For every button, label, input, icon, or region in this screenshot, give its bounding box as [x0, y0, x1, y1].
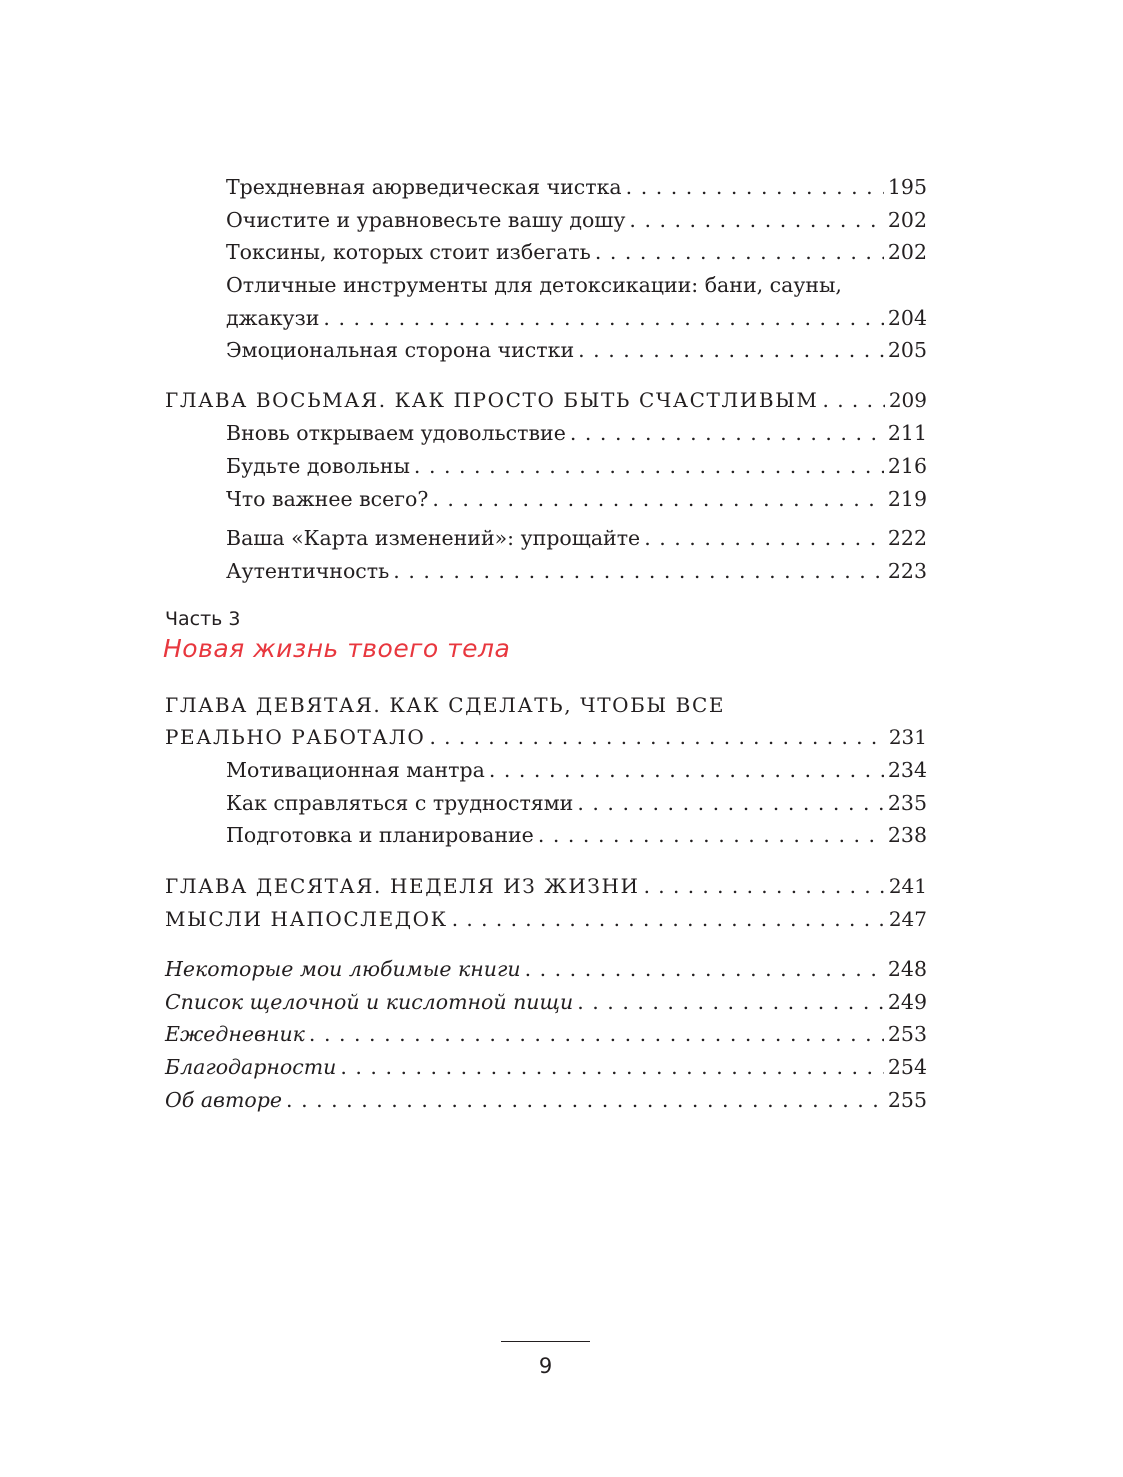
toc-entry-page: 202	[887, 240, 927, 264]
dot-leader	[286, 1085, 884, 1115]
dot-leader	[577, 987, 884, 1017]
toc-entry[interactable]	[226, 335, 927, 365]
toc-entry-page: 195	[887, 175, 927, 199]
page-number: 9	[538, 1354, 553, 1378]
toc-entry[interactable]	[226, 418, 927, 448]
toc-entry-page: 223	[887, 559, 927, 583]
toc-appendix[interactable]	[165, 1052, 927, 1082]
toc-entry-page: 219	[887, 487, 927, 511]
toc-entry-page: 202	[887, 208, 927, 232]
toc-entry-page: 234	[887, 758, 927, 782]
toc-chapter-title: ГЛАВА ДЕСЯТАЯ. НЕДЕЛЯ ИЗ ЖИЗНИ	[165, 874, 640, 898]
toc-entry-title: Вновь открываем удовольствие	[226, 421, 566, 445]
dot-leader	[578, 335, 884, 365]
toc-appendix-title: Благодарности	[165, 1055, 337, 1079]
toc-entry[interactable]	[226, 820, 927, 850]
dot-leader	[595, 237, 884, 267]
toc-entry[interactable]	[226, 205, 927, 235]
toc-entry[interactable]	[226, 237, 927, 267]
dot-leader	[570, 418, 884, 448]
toc-chapter-page: 247	[888, 907, 927, 931]
toc-entry-page: 235	[887, 791, 927, 815]
toc-chapter-title: МЫСЛИ НАПОСЛЕДОК	[165, 907, 448, 931]
toc-entry-page: 205	[887, 338, 927, 362]
dot-leader	[822, 385, 884, 415]
toc-entry-title: Токсины, которых стоит избегать	[226, 240, 591, 264]
toc-entry[interactable]	[226, 788, 927, 818]
toc-appendix[interactable]	[165, 1085, 927, 1115]
toc-entry-title: Эмоциональная сторона чистки	[226, 338, 575, 362]
toc-entry-title: Очистите и уравновесьте вашу дошу	[226, 208, 626, 232]
dot-leader	[432, 484, 884, 514]
dot-leader	[489, 755, 884, 785]
dot-leader	[309, 1019, 884, 1049]
toc-appendix-page: 255	[887, 1088, 927, 1112]
part-title[interactable]: Новая жизнь твоего тела	[163, 634, 511, 663]
toc-entry-page: 204	[887, 306, 927, 330]
toc-appendix-title: Список щелочной и кислотной пищи	[165, 990, 574, 1014]
toc-entry-page: 216	[887, 454, 927, 478]
toc-appendix-page: 249	[887, 990, 927, 1014]
toc-entry[interactable]	[226, 451, 927, 481]
toc-entry-title: Ваша «Карта изменений»: упрощайте	[226, 526, 641, 550]
toc-entry[interactable]	[226, 523, 927, 553]
toc-appendix-title: Ежедневник	[165, 1022, 305, 1046]
dot-leader	[538, 820, 884, 850]
toc-entry-title-line: Отличные инструменты для детоксикации: бани, сауны,	[226, 273, 842, 297]
toc-entry[interactable]	[226, 303, 927, 333]
part-label: Часть 3	[165, 608, 241, 630]
dot-leader	[626, 172, 884, 202]
toc-entry-title: Мотивационная мантра	[226, 758, 485, 782]
footer-rule	[501, 1341, 590, 1342]
toc-entry-title: Аутентичность	[226, 559, 390, 583]
toc-appendix-page: 248	[887, 957, 927, 981]
toc-entry-page: 222	[887, 526, 927, 550]
toc-entry-title: Трехдневная аюрведическая чистка	[226, 175, 622, 199]
dot-leader	[340, 1052, 884, 1082]
toc-entry[interactable]	[226, 556, 927, 586]
toc-appendix-page: 254	[887, 1055, 927, 1079]
toc-chapter-page: 231	[888, 725, 927, 749]
dot-leader	[393, 556, 884, 586]
toc-appendix[interactable]	[165, 1019, 927, 1049]
toc-chapter-title-line: ГЛАВА ДЕВЯТАЯ. КАК СДЕЛАТЬ, ЧТОБЫ ВСЕ	[165, 693, 726, 717]
dot-leader	[644, 871, 885, 901]
toc-chapter[interactable]	[165, 385, 927, 415]
toc-entry[interactable]	[226, 172, 927, 202]
toc-entry-page: 211	[887, 421, 927, 445]
toc-entry-title: Будьте довольны	[226, 454, 410, 478]
dot-leader	[525, 954, 884, 984]
toc-entry-title: Подготовка и планирование	[226, 823, 534, 847]
dot-leader	[577, 788, 884, 818]
toc-entry-page: 238	[887, 823, 927, 847]
dot-leader	[629, 205, 883, 235]
toc-chapter[interactable]	[165, 722, 927, 752]
toc-chapter-title: ГЛАВА ВОСЬМАЯ. КАК ПРОСТО БЫТЬ СЧАСТЛИВЫМ	[165, 388, 819, 412]
dot-leader	[429, 722, 884, 752]
dot-leader	[414, 451, 884, 481]
toc-chapter-page: 209	[888, 388, 927, 412]
toc-appendix-title: Некоторые мои любимые книги	[165, 957, 521, 981]
toc-appendix[interactable]	[165, 954, 927, 984]
toc-appendix[interactable]	[165, 987, 927, 1017]
toc-entry-title: Как справляться с трудностями	[226, 791, 574, 815]
toc-entry[interactable]	[226, 484, 927, 514]
dot-leader	[452, 904, 885, 934]
toc-chapter-title: РЕАЛЬНО РАБОТАЛО	[165, 725, 426, 749]
toc-chapter[interactable]	[165, 871, 927, 901]
toc-entry[interactable]	[226, 755, 927, 785]
toc-chapter-page: 241	[888, 874, 927, 898]
toc-chapter[interactable]	[165, 904, 927, 934]
toc-appendix-title: Об авторе	[165, 1088, 283, 1112]
toc-entry-title: джакузи	[226, 306, 320, 330]
toc-appendix-page: 253	[887, 1022, 927, 1046]
dot-leader	[644, 523, 884, 553]
dot-leader	[323, 303, 883, 333]
toc-entry-title: Что важнее всего?	[226, 487, 429, 511]
